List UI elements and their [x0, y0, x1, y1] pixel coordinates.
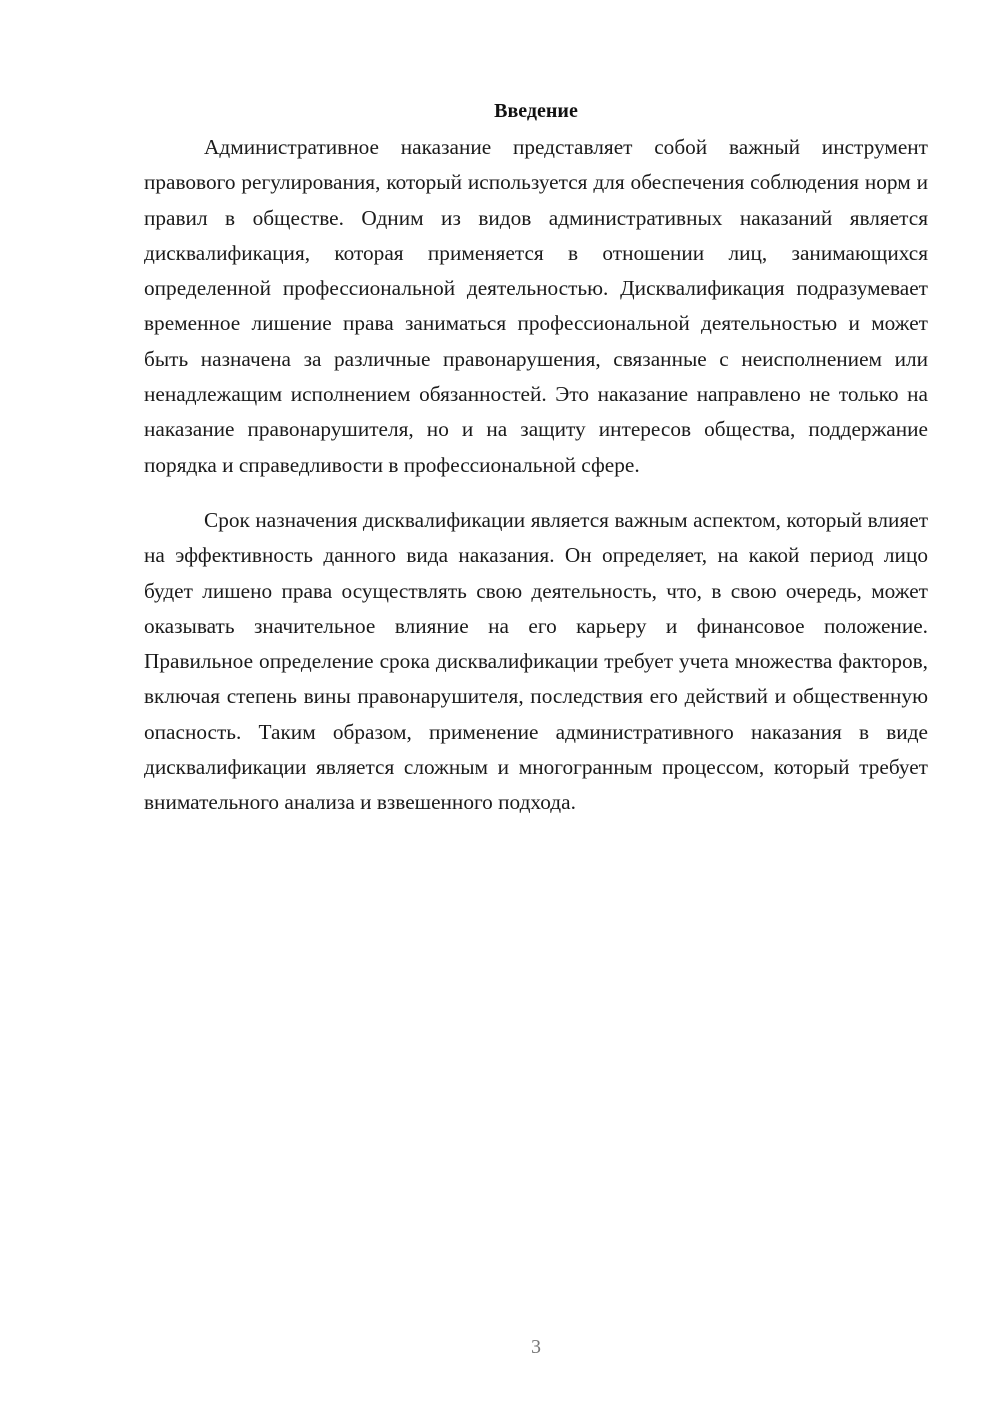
paragraph: Срок назначения дисквалификации является важным аспектом, который влияет на эффективность данного вида наказания. Он определяет, на какой период лицо будет лишено права осуществлять свою деятельность, что, в свою очередь, может оказывать значительное влияние на его карьеру и финансовое положение. Правильное определение срока дисквалификации требует учета множества факторов, включая степень вины правонарушителя, последствия его действий и общественную опасность. Таким образом, применение административного наказания в виде дисквалификации является сложным и многогранным процессом, который требует внимательного анализа и взвешенного подхода. [144, 507, 928, 815]
section-heading: Введение [494, 100, 578, 122]
page-content [144, 96, 928, 821]
paragraph: Административное наказание представляет собой важный инструмент правового регулирования, который используется для обеспечения соблюдения норм и правил в обществе. Одним из видов административных наказаний является дисквалификация, которая применяется в отношении лиц, занимающихся определенной профессиональной деятельностью. Дисквалификация подразумевает временное лишение права заниматься профессиональной деятельностью и может быть назначена за различные правонарушения, связанные с неисполнением или ненадлежащим исполнением обязанностей. Это наказание направлено не только на наказание правонарушителя, но и на защиту интересов общества, поддержание порядка и справедливости в профессиональной сфере. [144, 135, 928, 477]
page-number: 3 [531, 1336, 541, 1358]
